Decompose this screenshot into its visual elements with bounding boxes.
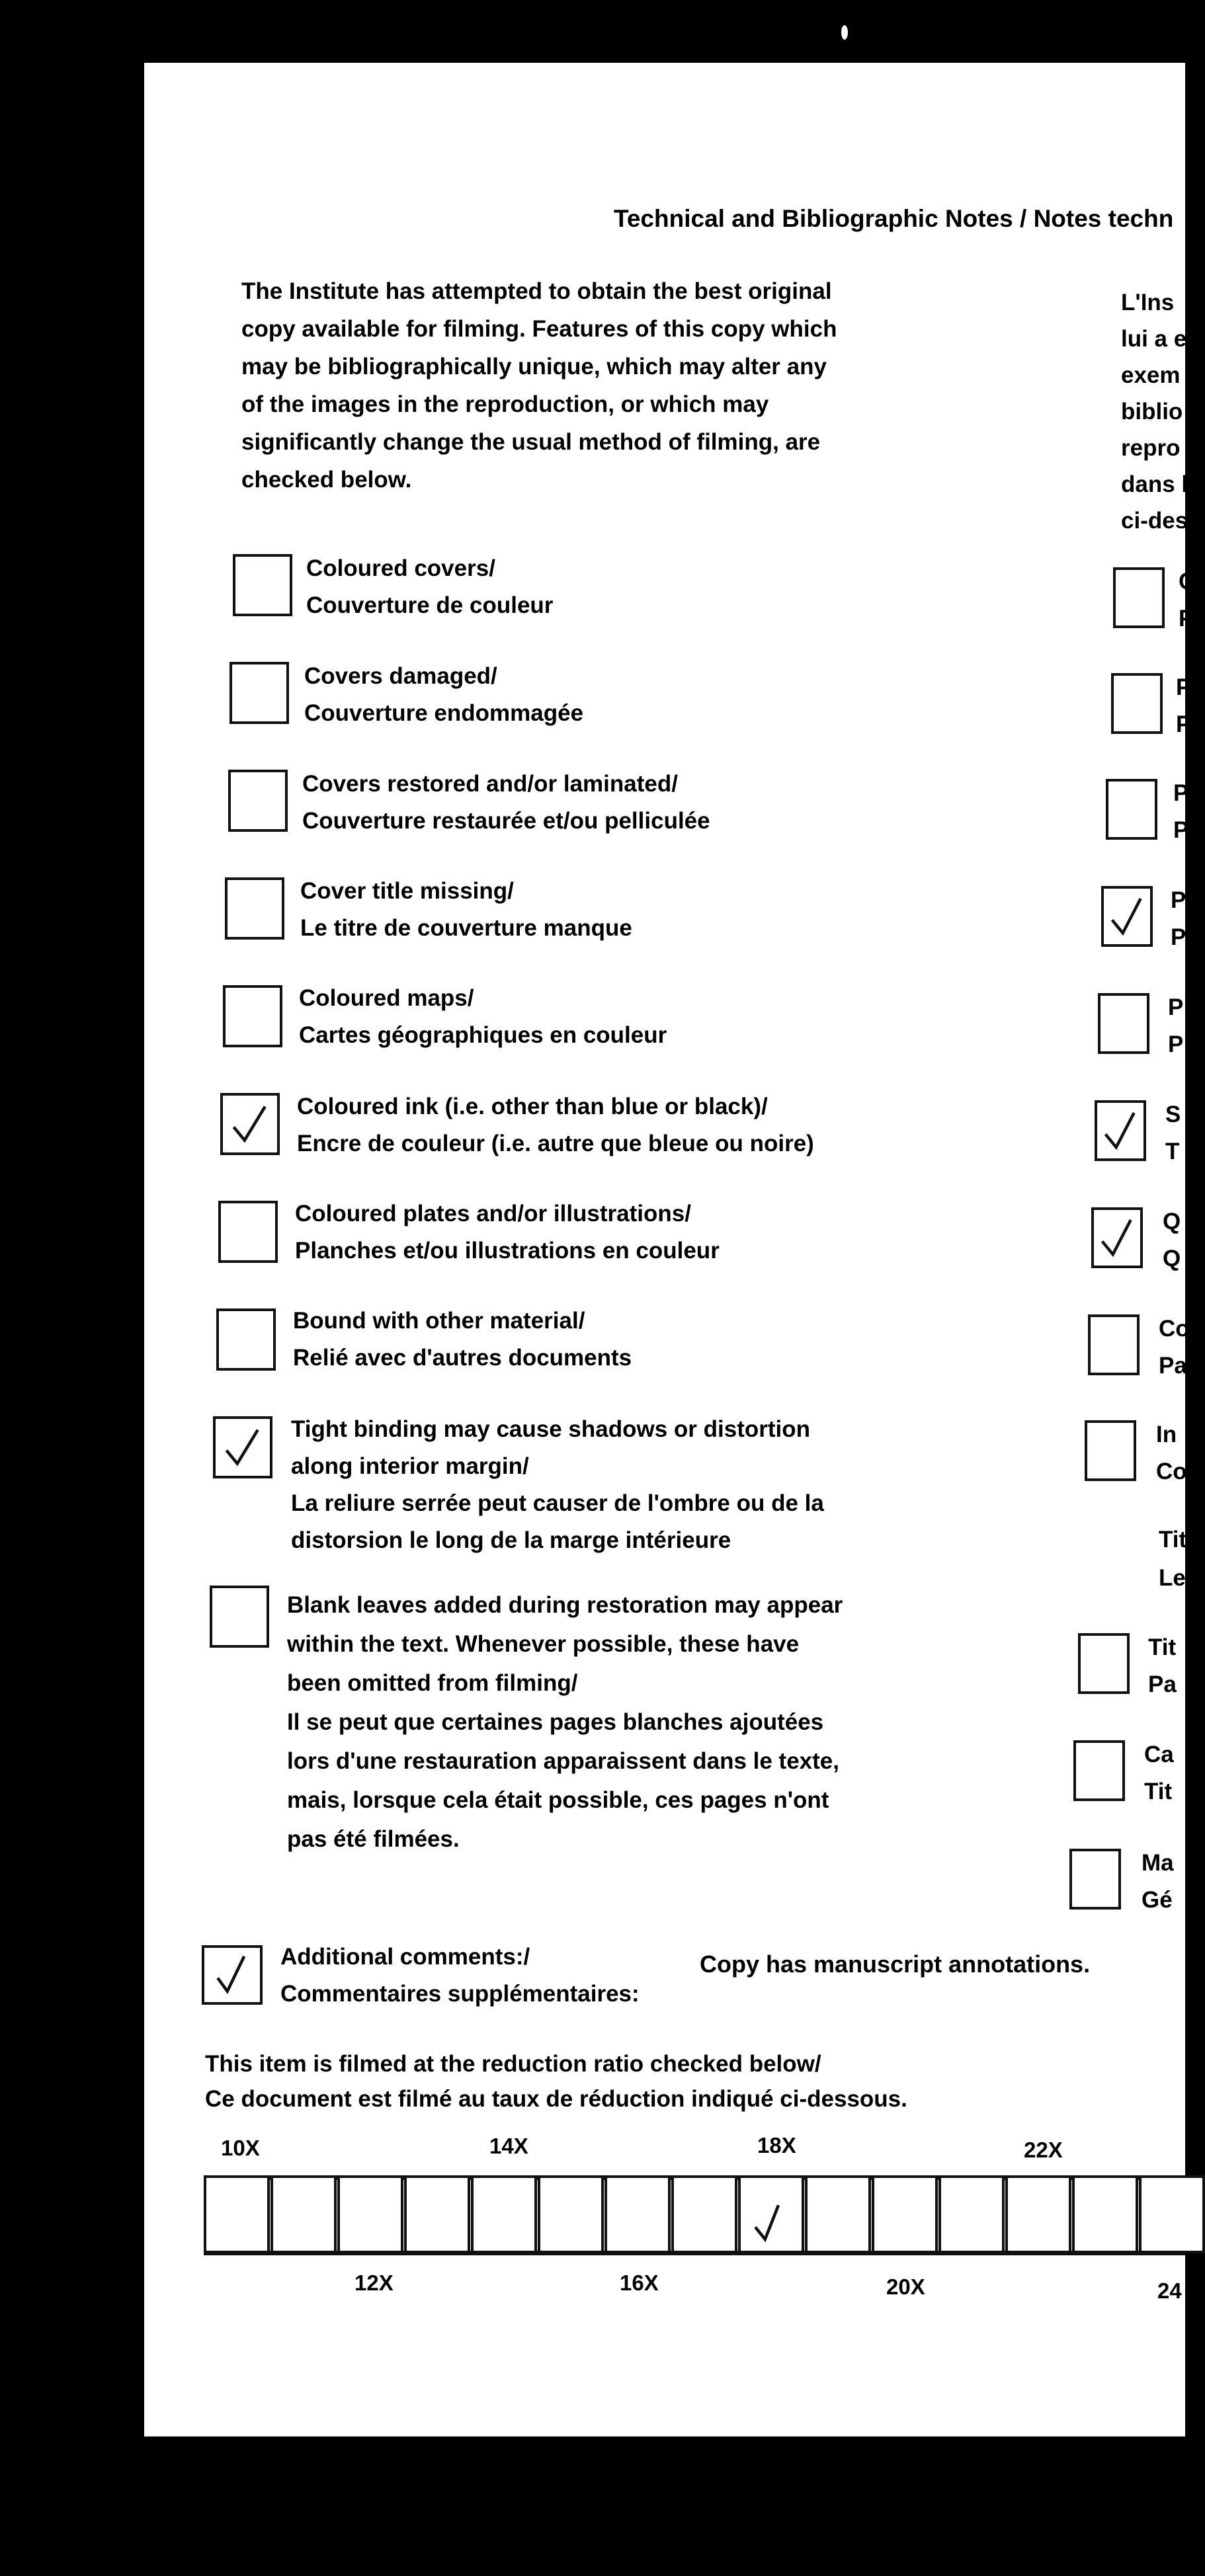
intro-paragraph-english (241, 272, 837, 499)
ratio-cell[interactable] (204, 2175, 270, 2253)
checkbox-right-12[interactable] (1069, 1849, 1121, 1910)
ratio-cell[interactable] (1005, 2175, 1071, 2253)
ratio-cell[interactable] (1139, 2175, 1205, 2253)
checkbox-right-11[interactable] (1073, 1740, 1125, 1801)
checkbox-right-3[interactable] (1106, 779, 1157, 840)
checkbox-right-10[interactable] (1078, 1633, 1130, 1694)
ratio-label-bottom: 20X (886, 2274, 925, 2299)
item-coloured-plates: Coloured plates and/or illustrations/ Planches et/ou illustrations en couleur (295, 1201, 720, 1264)
right-item-12: Ma Gé (1142, 1850, 1174, 1913)
item-bound-with-other-material: Bound with other material/ Relié avec d'autres documents (293, 1308, 632, 1371)
checkmark-icon (1097, 1103, 1143, 1158)
ratio-label-bottom: 12X (354, 2271, 394, 2295)
checkbox-right-2[interactable] (1111, 673, 1163, 734)
ratio-cell[interactable] (872, 2175, 938, 2253)
right-item-2: P P (1176, 674, 1192, 737)
checkbox-cover-title-missing[interactable] (225, 877, 284, 940)
ratio-label-top: 10X (221, 2136, 260, 2160)
ratio-cell[interactable] (404, 2175, 470, 2253)
intro-line: ci-dess (1121, 508, 1201, 534)
ratio-cell[interactable] (270, 2175, 337, 2253)
right-plain-lines: Tit Le (1159, 1527, 1187, 1591)
item-covers-restored: Covers restored and/or laminated/ Couverture restaurée et/ou pelliculée (302, 771, 710, 834)
item-coloured-ink: Coloured ink (i.e. other than blue or black)/ Encre de couleur (i.e. autre que bleue ou noire) (297, 1094, 814, 1156)
checkmark-icon (741, 2178, 802, 2251)
ratio-cell[interactable] (938, 2175, 1005, 2253)
intro-line: L'Ins (1121, 290, 1175, 315)
notes-header: Technical and Bibliographic Notes / Notes techn (614, 205, 1174, 232)
reduction-ratio-note: This item is filmed at the reduction ratio checked below/ Ce document est filmé au taux de réduction indiqué ci-dessous. (205, 2051, 907, 2112)
checkbox-right-1[interactable] (1113, 567, 1165, 628)
ratio-cell[interactable] (671, 2175, 737, 2253)
intro-line: repro (1121, 435, 1181, 461)
ratio-cell[interactable] (471, 2175, 537, 2253)
item-blank-leaves: Blank leaves added during restoration may appear within the text. Whenever possible, these have been omitted from filming/ Il se peut que certaines pages blanches ajoutées lors d'une restauration apparaissent dans le texte, mais, lorsque cela était possible, ces pages n'ont pas été filmées. (287, 1592, 843, 1852)
checkmark-icon (1094, 1210, 1140, 1266)
checkbox-covers-damaged[interactable] (229, 662, 289, 724)
checkbox-right-7[interactable] (1091, 1207, 1143, 1268)
additional-comments-value: Copy has manuscript annotations. (700, 1951, 1091, 1978)
item-tight-binding: Tight binding may cause shadows or distortion along interior margin/ La reliure serrée peut causer de l'ombre ou de la distorsion le long de la marge intérieure (291, 1416, 824, 1553)
ratio-label-top: 18X (757, 2133, 796, 2157)
intro-line: of the images in the reproduction, or which may (241, 391, 769, 417)
checkbox-coloured-covers[interactable] (233, 554, 292, 616)
item-cover-title-missing: Cover title missing/ Le titre de couverture manque (300, 878, 632, 941)
ratio-cell[interactable] (738, 2175, 804, 2253)
checkbox-right-4[interactable] (1101, 886, 1153, 947)
right-item-9: In Co (1156, 1422, 1187, 1484)
checkbox-covers-restored[interactable] (228, 770, 288, 832)
right-item-10: Tit Pa (1148, 1634, 1177, 1697)
ratio-label-bottom: 24 (1157, 2278, 1182, 2303)
right-item-4: P P (1171, 887, 1186, 950)
item-covers-damaged: Covers damaged/ Couverture endommagée (304, 663, 584, 726)
checkmark-icon (204, 1948, 260, 2002)
item-coloured-maps: Coloured maps/ Cartes géographiques en couleur (299, 985, 667, 1048)
checkbox-tight-binding[interactable] (213, 1416, 272, 1478)
dust-mark (841, 25, 848, 40)
ratio-cell[interactable] (805, 2175, 871, 2253)
intro-line: may be bibliographically unique, which may alter any (241, 354, 827, 380)
right-item-8: Co Pa (1159, 1316, 1190, 1379)
checkbox-coloured-plates[interactable] (218, 1201, 278, 1263)
ratio-cell[interactable] (538, 2175, 604, 2253)
intro-line: biblio (1121, 399, 1183, 424)
checkmark-icon (223, 1096, 277, 1152)
ratio-label-top: 14X (489, 2134, 528, 2158)
right-item-1: C P (1179, 569, 1196, 631)
right-item-5: P P (1168, 994, 1184, 1057)
checkbox-additional-comments[interactable] (202, 1945, 263, 2005)
right-item-3: P P (1173, 780, 1189, 843)
checkmark-icon (1104, 889, 1150, 944)
ratio-label-bottom: 16X (620, 2271, 659, 2295)
checkbox-coloured-maps[interactable] (223, 985, 282, 1047)
checkbox-coloured-ink[interactable] (220, 1093, 280, 1155)
ratio-cell[interactable] (337, 2175, 403, 2253)
intro-line: copy available for filming. Features of this copy which (241, 316, 837, 342)
intro-paragraph-french (1121, 284, 1201, 539)
intro-line: dans l (1121, 471, 1188, 497)
checkbox-right-5[interactable] (1098, 993, 1149, 1054)
checkbox-right-6[interactable] (1095, 1100, 1146, 1161)
right-item-11: Ca Tit (1144, 1742, 1174, 1804)
intro-line: The Institute has attempted to obtain the best original (241, 278, 832, 304)
intro-line: lui a e (1121, 326, 1187, 352)
right-item-6: S T (1165, 1102, 1181, 1164)
item-coloured-covers: Coloured covers/ Couverture de couleur (306, 555, 554, 618)
checkbox-blank-leaves[interactable] (210, 1586, 269, 1648)
checkbox-bound-with-other-material[interactable] (216, 1308, 276, 1371)
intro-line: significantly change the usual method of filming, are (241, 429, 821, 455)
right-item-7: Q Q (1163, 1209, 1181, 1271)
intro-line: checked below. (241, 467, 412, 493)
checkbox-right-9[interactable] (1085, 1420, 1136, 1481)
ratio-cell[interactable] (604, 2175, 671, 2253)
checkmark-icon (216, 1419, 270, 1476)
ratio-label-top: 22X (1024, 2138, 1063, 2162)
additional-comments-label: Additional comments:/ Commentaires supplémentaires: (280, 1944, 640, 2007)
ratio-cell[interactable] (1072, 2175, 1138, 2253)
intro-line: exem (1121, 362, 1181, 388)
checkbox-right-8[interactable] (1088, 1314, 1140, 1375)
